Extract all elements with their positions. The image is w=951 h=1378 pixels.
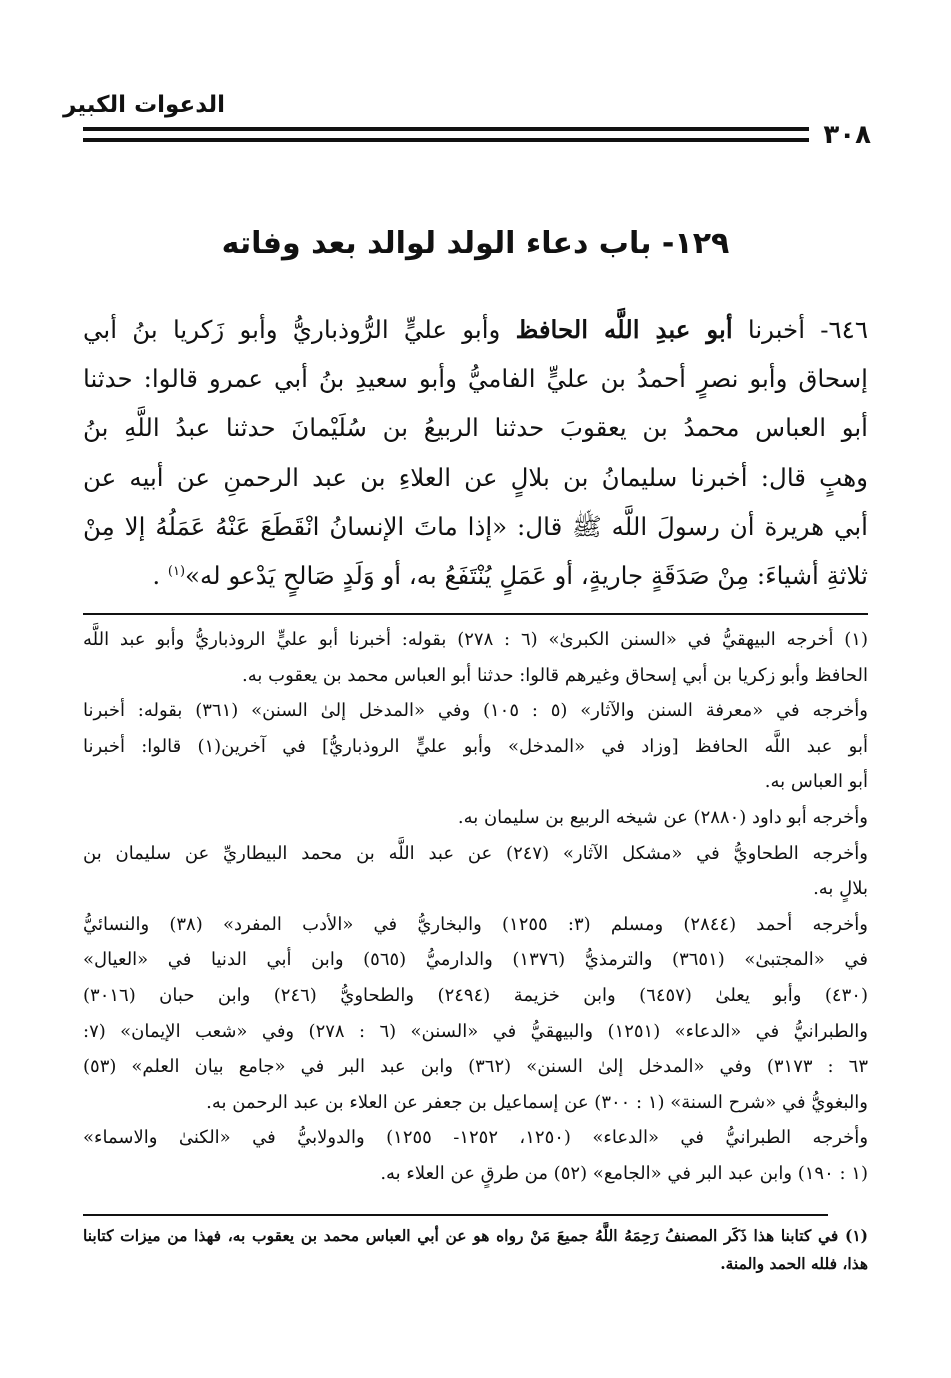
header-rule-bottom <box>83 138 783 142</box>
footnote-line: أبو العباس به. <box>764 771 868 793</box>
footnote-line: الحافظ وأبو زكريا بن أبي إسحاق وغيرهم قالوا: حدثنا أبو العباس محمد بن يعقوب به. <box>242 664 868 686</box>
footnotes <box>83 622 868 1192</box>
footnote-line: (١ : ١٩٠) وابن عبد البر في «الجامع» (٥٢) من طرقٍ عن العلاء به. <box>380 1162 868 1184</box>
header-rule-segment-bottom <box>782 138 809 142</box>
hadith-line: أبو العباس محمدُ بن يعقوبَ حدثنا الربيعُ بن سُلَيْمانَ حدثنا عبدُ اللَّهِ بنُ <box>83 413 868 443</box>
footnote-line: بلالٍ به. <box>813 878 868 900</box>
footnote-line: أبو عبد اللَّه الحافظ [وزاد في «المدخل» وأبو عليٍّ الروذباريُّ] في آخرين(١) قالوا: أخبرنا <box>83 735 868 757</box>
hadith-line-text: ثلاثةِ أشياءَ: مِنْ صَدَقَةٍ جاريةٍ، أو عَمَلٍ يُنْتَفَعُ به، أو وَلَدٍ صَالحٍ يَدْعو له» <box>185 560 868 590</box>
editor-note <box>83 1222 868 1278</box>
hadith-line-prefix: ٦٤٦- أخبرنا <box>732 315 868 344</box>
footnote-line: في «المجتبىٰ» (٣٦٥١) والترمذيُّ (١٣٧٦) والدارميُّ (٥٦٥) وابن أبي الدنيا في «العيال» <box>83 949 868 971</box>
hadith-line: أبي هريرة أن رسولَ اللَّه ﷺ قال: «إذا ماتَ الإنسانُ انْقَطَعَ عَنْهُ عَمَلُهُ إلا مِنْ <box>83 511 868 541</box>
chapter-heading: ١٢٩- باب دعاء الولد لوالد بعد وفاته <box>221 226 730 261</box>
editor-note-line: هذا، فلله الحمد والمنة. <box>720 1254 868 1273</box>
hadith-line <box>83 305 868 354</box>
footnote-line: ٦٣ : ٣١٧٣) وفي «المدخل إلىٰ السنن» (٣٦٢) وابن عبد البر في «جامع بيان العلم» (٥٣) <box>83 1056 868 1078</box>
footnote-line: وأخرجه أبو داود (٢٨٨٠) عن شيخه الربيع بن سليمان به. <box>457 806 868 828</box>
page-number: ٣٠٨ <box>823 120 871 150</box>
hadith-text <box>83 305 868 600</box>
hadith-line-suffix: وأبو عليٍّ الرُّوذباريُّ وأبو زَكريا بنُ أبي <box>83 315 516 344</box>
footnote-marker: (١) <box>167 563 186 579</box>
header-rule-top <box>83 127 783 131</box>
narrator-name-bold: أبو عبدِ اللَّه الحافظ <box>515 315 733 344</box>
header-rule-segment-top <box>782 127 809 131</box>
hadith-line: إسحاق وأبو نصرٍ أحمدُ بن عليٍّ الفاميُّ وأبو سعيدِ بنُ أبي عمرو قالوا: حدثنا <box>83 364 868 394</box>
editor-note-separator <box>83 1214 828 1216</box>
running-title: الدعوات الكبير <box>63 92 225 118</box>
footnote-separator <box>83 613 868 615</box>
footnote-line: وأخرجه الطحاويُّ في «مشكل الآثار» (٢٤٧) عن عبد اللَّه بن محمد البيطاريِّ عن سليمان بن <box>83 842 868 864</box>
footnote-line: وأخرجه الطبرانيُّ في «الدعاء» (١٢٥٠، ١٢٥٢- ١٢٥٥) والدولابيُّ في «الكنىٰ والاسماء» <box>83 1127 868 1149</box>
hadith-line <box>83 551 868 600</box>
footnote-line: والطبرانيُّ في «الدعاء» (١٢٥١) والبيهقيُّ في «السنن» (٦ : ٢٧٨) وفي «شعب الإيمان» (٧: <box>83 1020 868 1042</box>
hadith-line-end: . <box>152 560 168 590</box>
hadith-line: وهبٍ قال: أخبرنا سليمانُ بن بلالٍ عن العلاءِ بن عبد الرحمنِ عن أبيه عن <box>83 462 868 492</box>
footnote-line: وأخرجه في «معرفة السنن والآثار» (٥ : ١٠٥) وفي «المدخل إلىٰ السنن» (٣٦١) بقوله: أخبرنا <box>83 700 868 722</box>
footnote-line: (٤٣٠) وأبو يعلىٰ (٦٤٥٧) وابن خزيمة (٢٤٩٤) والطحاويُّ (٢٤٦) وابن حبان (٣٠١٦) <box>83 984 868 1006</box>
footnote-line: وأخرجه أحمد (٢٨٤٤) ومسلم (٣: ١٢٥٥) والبخاريُّ في «الأدب المفرد» (٣٨) والنسائيُّ <box>83 913 868 935</box>
footnote-line: (١) أخرجه البيهقيُّ في «السنن الكبرىٰ» (٦ : ٢٧٨) بقوله: أخبرنا أبو عليٍّ الروذباريُّ وأبو عبد اللَّه <box>83 629 868 650</box>
editor-note-line: (١) في كتابنا هذا ذَكَر المصنفُ رَحِمَهُ اللَّهُ جميعَ مَنْ رواه هو عن أبي العباس محمد بن يعقوب به، فهذا من ميزات كتابنا <box>83 1226 868 1245</box>
footnote-line: والبغويُّ في «شرح السنة» (١ : ٣٠٠) عن إسماعيل بن جعفر عن العلاء بن عبد الرحمن به. <box>206 1091 868 1113</box>
